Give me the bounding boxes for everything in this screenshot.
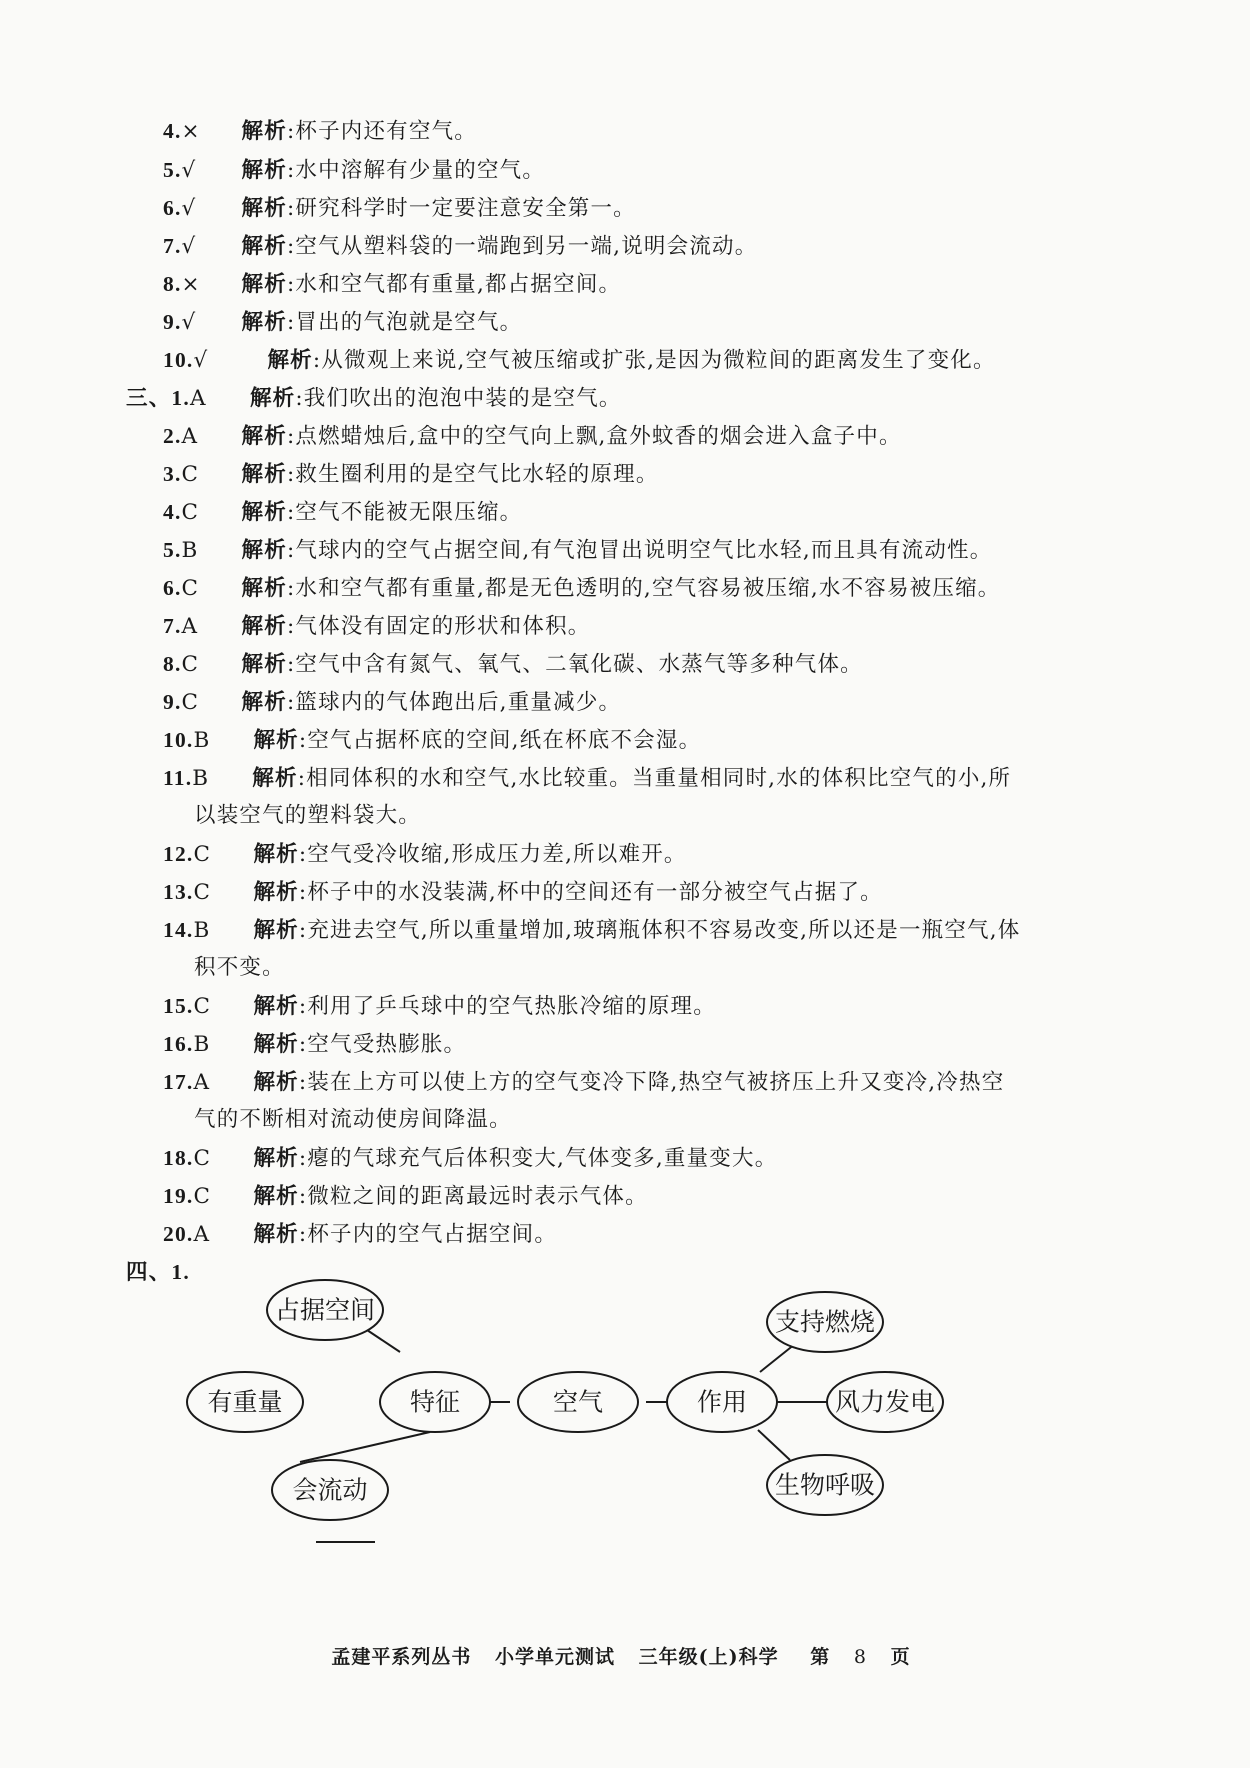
section-4-label: 四、1.	[126, 1260, 190, 1284]
item-number: 14.	[163, 918, 194, 942]
answer-mark: C	[193, 994, 212, 1019]
analysis-text: :空气占据杯底的空间,纸在杯底不会湿。	[298, 728, 702, 753]
answer-mark: A	[181, 424, 199, 449]
item-number: 11.	[163, 766, 193, 790]
answer-mark: √	[181, 196, 197, 221]
answer-mark: A	[193, 1070, 211, 1095]
answer-mark: C	[193, 1184, 212, 1209]
node-label: 风力发电	[834, 1387, 936, 1417]
analysis-continuation: 气的不断相对流动使房间降温。	[194, 1107, 512, 1132]
item-number: 4.	[163, 119, 182, 143]
item-number: 18.	[163, 1146, 194, 1170]
analysis-text: :杯子内的空气占据空间。	[298, 1222, 558, 1247]
book-title: 小学单元测试	[495, 1646, 616, 1668]
series-name: 孟建平系列丛书	[331, 1646, 472, 1668]
item-number: 9.	[163, 690, 182, 714]
answer-mark: C	[181, 652, 200, 677]
analysis-text: :充进去空气,所以重量增加,玻璃瓶体积不容易改变,所以还是一瓶空气,体	[298, 918, 1021, 943]
item-number: 17.	[163, 1070, 194, 1094]
item-number: 13.	[163, 880, 194, 904]
item-number: 6.	[163, 576, 182, 600]
answer-mark: √	[193, 348, 209, 373]
analysis-text: :杯子内还有空气。	[286, 119, 477, 144]
analysis-label: 解析	[253, 842, 299, 867]
item-number: 8.	[163, 652, 182, 676]
analysis-label: 解析	[241, 424, 287, 449]
analysis-continuation: 以装空气的塑料袋大。	[194, 803, 422, 828]
page-footer	[0, 1642, 1250, 1669]
connector-line	[300, 1432, 430, 1462]
analysis-text: :杯子中的水没装满,杯中的空间还有一部分被空气占据了。	[298, 880, 883, 905]
analysis-label: 解析	[249, 386, 296, 411]
analysis-label: 解析	[241, 119, 287, 144]
analysis-label: 解析	[241, 500, 287, 525]
item-number: 16.	[163, 1032, 194, 1056]
item-number: 2.	[163, 424, 182, 448]
item-number: 10.	[163, 728, 194, 752]
item-number: 12.	[163, 842, 194, 866]
analysis-label: 解析	[253, 994, 299, 1019]
answer-mark: √	[181, 234, 197, 259]
answer-mark: C	[193, 880, 212, 905]
item-number: 10.	[163, 348, 194, 372]
page-number	[802, 1646, 918, 1668]
analysis-text: :空气受热膨胀。	[298, 1032, 467, 1057]
analysis-text: :水和空气都有重量,都是无色透明的,空气容易被压缩,水不容易被压缩。	[286, 576, 1001, 601]
analysis-text: :气球内的空气占据空间,有气泡冒出说明空气比水轻,而且具有流动性。	[286, 538, 993, 563]
node-label: 会流动	[292, 1475, 368, 1505]
analysis-label: 解析	[241, 690, 287, 715]
answer-mark: C	[181, 690, 200, 715]
analysis-text: :水中溶解有少量的空气。	[286, 158, 546, 183]
analysis-label: 解析	[241, 462, 287, 487]
item-number: 1.	[171, 386, 190, 410]
answer-mark: A	[181, 614, 199, 639]
page-num-value: 8	[853, 1646, 867, 1668]
analysis-label: 解析	[267, 348, 313, 373]
item-number: 4.	[163, 500, 182, 524]
analysis-label: 解析	[252, 766, 298, 791]
node-label: 占据空间	[274, 1295, 376, 1325]
analysis-label: 解析	[241, 196, 287, 221]
answer-mark: B	[193, 1032, 211, 1057]
answer-mark: B	[181, 538, 199, 563]
analysis-label: 解析	[241, 234, 287, 259]
analysis-text: :瘪的气球充气后体积变大,气体变多,重量变大。	[298, 1146, 778, 1171]
item-number: 6.	[163, 196, 182, 220]
analysis-text: :气体没有固定的形状和体积。	[286, 614, 591, 639]
answer-mark: C	[181, 462, 200, 487]
answer-mark: B	[193, 918, 211, 943]
item-number: 7.	[163, 234, 182, 258]
answer-mark: A	[193, 1222, 211, 1247]
analysis-label: 解析	[253, 918, 299, 943]
item-number: 15.	[163, 994, 194, 1018]
item-number: 7.	[163, 614, 182, 638]
page-suffix: 页	[890, 1646, 911, 1668]
item-number: 8.	[163, 272, 182, 296]
grade-subject: 三年级(上)科学	[638, 1646, 779, 1668]
answer-mark: C	[193, 842, 212, 867]
node-label: 支持燃烧	[774, 1307, 876, 1337]
analysis-text: :相同体积的水和空气,水比较重。当重量相同时,水的体积比空气的小,所	[297, 766, 1012, 791]
answer-mark: ×	[181, 119, 201, 144]
analysis-text: :点燃蜡烛后,盒中的空气向上飘,盒外蚊香的烟会进入盒子中。	[286, 424, 902, 449]
answer-mark: √	[181, 310, 197, 335]
analysis-label: 解析	[241, 652, 287, 677]
analysis-label: 解析	[253, 1032, 299, 1057]
analysis-text: :装在上方可以使上方的空气变冷下降,热空气被挤压上升又变冷,冷热空	[298, 1070, 1005, 1095]
analysis-label: 解析	[241, 272, 287, 297]
analysis-continuation: 积不变。	[194, 955, 285, 980]
analysis-text: :研究科学时一定要注意安全第一。	[286, 196, 636, 221]
analysis-label: 解析	[241, 538, 287, 563]
analysis-text: :冒出的气泡就是空气。	[286, 310, 523, 335]
analysis-label: 解析	[241, 614, 287, 639]
connector-line	[758, 1430, 790, 1460]
node-label: 生物呼吸	[774, 1470, 876, 1500]
analysis-text: :微粒之间的距离最远时表示气体。	[298, 1184, 648, 1209]
analysis-text: :空气中含有氮气、氧气、二氧化碳、水蒸气等多种气体。	[286, 652, 863, 677]
item-number: 20.	[163, 1222, 194, 1246]
analysis-label: 解析	[253, 1146, 299, 1171]
section-heading: 三、	[126, 386, 172, 410]
item-number: 19.	[163, 1184, 194, 1208]
analysis-text: :从微观上来说,空气被压缩或扩张,是因为微粒间的距离发生了变化。	[312, 348, 996, 373]
node-label: 有重量	[207, 1387, 283, 1417]
item-number: 5.	[163, 538, 182, 562]
analysis-label: 解析	[241, 576, 287, 601]
analysis-text: :空气不能被无限压缩。	[286, 500, 523, 525]
answer-mark: B	[192, 766, 210, 791]
answer-mark: C	[181, 500, 200, 525]
analysis-label: 解析	[253, 1184, 299, 1209]
answer-mark: ×	[181, 272, 201, 297]
analysis-text: :利用了乒乓球中的空气热胀冷缩的原理。	[298, 994, 716, 1019]
analysis-text: :空气受冷收缩,形成压力差,所以难开。	[298, 842, 687, 867]
analysis-text: :救生圈利用的是空气比水轻的原理。	[286, 462, 659, 487]
page-prefix: 第	[810, 1646, 831, 1668]
analysis-text: :空气从塑料袋的一端跑到另一端,说明会流动。	[286, 234, 758, 259]
node-label: 作用	[696, 1387, 748, 1417]
analysis-label: 解析	[241, 158, 287, 183]
analysis-label: 解析	[253, 1070, 299, 1095]
answer-mark: A	[189, 386, 207, 411]
item-number: 5.	[163, 158, 182, 182]
analysis-label: 解析	[253, 728, 299, 753]
answer-mark: C	[181, 576, 200, 601]
analysis-text: :篮球内的气体跑出后,重量减少。	[286, 690, 622, 715]
analysis-label: 解析	[253, 880, 299, 905]
node-label: 空气	[552, 1387, 604, 1417]
answer-mark: C	[193, 1146, 212, 1171]
analysis-label: 解析	[241, 310, 287, 335]
analysis-text: :水和空气都有重量,都占据空间。	[286, 272, 622, 297]
answer-mark: √	[181, 158, 197, 183]
analysis-label: 解析	[253, 1222, 299, 1247]
node-label: 特征	[409, 1387, 461, 1417]
item-number: 9.	[163, 310, 182, 334]
answer-mark: B	[193, 728, 211, 753]
analysis-text: :我们吹出的泡泡中装的是空气。	[295, 386, 622, 411]
item-number: 3.	[163, 462, 182, 486]
